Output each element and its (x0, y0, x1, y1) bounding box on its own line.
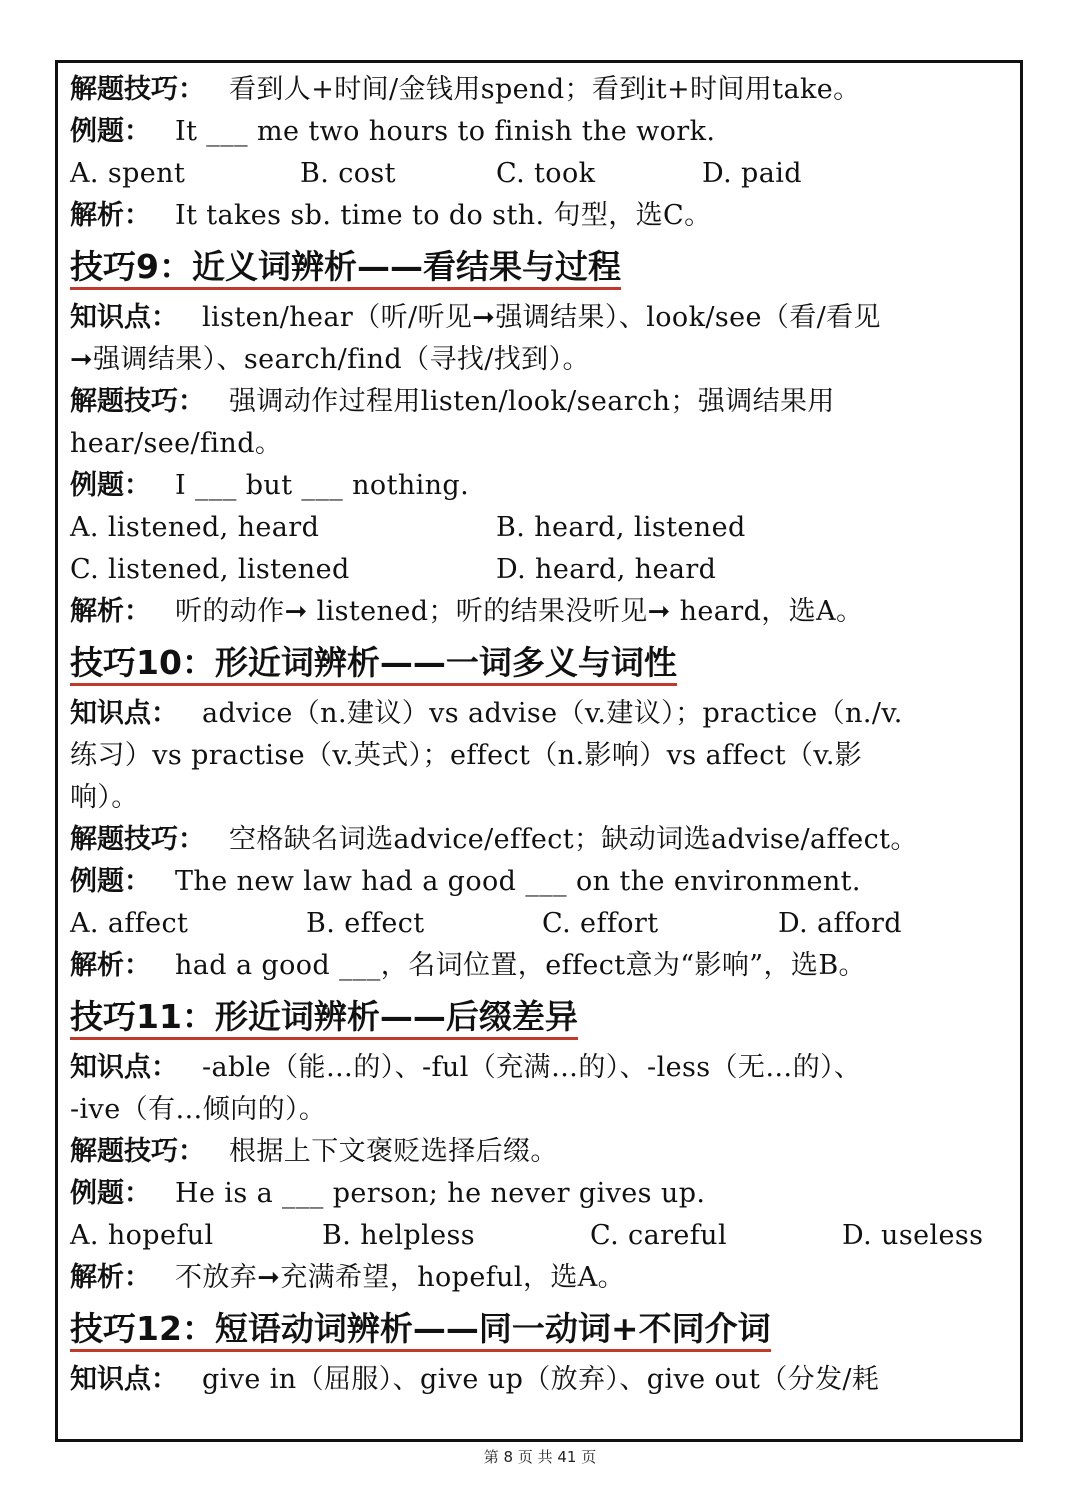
option-c: C. effort (542, 908, 659, 939)
knowledge-line (70, 1047, 1012, 1089)
tip-line (70, 819, 1012, 861)
section-heading-11: 技巧11：形近词辨析——后缀差异 (70, 991, 1012, 1043)
example-line (70, 465, 1012, 507)
option-b: B. cost (300, 158, 396, 189)
knowledge-line-3: 响）。 (70, 782, 139, 813)
option-a: A. listened, heard (70, 512, 320, 543)
example-label: 例题： (70, 470, 151, 501)
example-text: The new law had a good ___ on the environment. (175, 866, 861, 897)
tip-line (70, 1131, 1012, 1173)
example-line (70, 111, 1012, 153)
tip-label: 解题技巧： (70, 1136, 205, 1167)
tip-text: 强调动作过程用listen/look/search；强调结果用 (229, 386, 835, 417)
tip-label: 解题技巧： (70, 74, 205, 105)
options-line (70, 153, 1012, 195)
page-content (70, 69, 1012, 1401)
page-footer: 第 8 页 共 41 页 (483, 1448, 597, 1466)
analysis-label: 解析： (70, 950, 151, 981)
example-label: 例题： (70, 866, 151, 897)
example-label: 例题： (70, 116, 151, 147)
option-d: D. heard, heard (496, 554, 717, 585)
knowledge-line (70, 693, 1012, 735)
page-frame (55, 60, 1023, 1442)
analysis-line (70, 945, 1012, 987)
options-line (70, 903, 1012, 945)
example-line (70, 861, 1012, 903)
option-b: B. effect (306, 908, 425, 939)
analysis-text: 不放弃➞充满希望，hopeful，选A。 (175, 1262, 626, 1293)
tip-text: 根据上下文褒贬选择后缀。 (229, 1136, 558, 1167)
knowledge-label: 知识点： (70, 698, 178, 729)
tip-label: 解题技巧： (70, 386, 205, 417)
option-d: D. afford (778, 908, 902, 939)
knowledge-line (70, 1359, 1012, 1401)
example-label: 例题： (70, 1178, 151, 1209)
example-text: It ___ me two hours to finish the work. (175, 116, 716, 147)
knowledge-line-2: -ive（有…倾向的）。 (70, 1094, 327, 1125)
analysis-label: 解析： (70, 596, 151, 627)
option-d: D. useless (842, 1220, 984, 1251)
knowledge-label: 知识点： (70, 1052, 178, 1083)
tip-text: 空格缺名词选advice/effect；缺动词选advise/affect。 (229, 824, 918, 855)
option-c: C. took (496, 158, 596, 189)
example-text: He is a ___ person; he never gives up. (175, 1178, 706, 1209)
tip-text: 看到人+时间/金钱用spend；看到it+时间用take。 (229, 74, 861, 105)
analysis-text: It takes sb. time to do sth. 句型，选C。 (175, 200, 712, 231)
knowledge-label: 知识点： (70, 302, 178, 333)
option-c: C. listened, listened (70, 554, 350, 585)
knowledge-line-2: 练习）vs practise（v.英式）；effect（n.影响）vs affect（v.影 (70, 740, 863, 771)
tip-line-2: hear/see/find。 (70, 428, 283, 459)
knowledge-text: give in（屈服）、give up（放弃）、give out（分发/耗 (202, 1364, 880, 1395)
tip-line (70, 69, 1012, 111)
example-line (70, 1173, 1012, 1215)
option-a: A. hopeful (70, 1220, 214, 1251)
knowledge-text: listen/hear（听/听见➞强调结果）、look/see（看/看见 (202, 302, 881, 333)
options-line (70, 549, 1012, 591)
knowledge-text: -able（能…的）、-ful（充满…的）、-less（无…的）、 (202, 1052, 862, 1083)
analysis-line (70, 195, 1012, 237)
options-line (70, 1215, 1012, 1257)
option-a: A. affect (70, 908, 189, 939)
tip-line (70, 381, 1012, 423)
analysis-text: had a good ___，名词位置，effect意为“影响”，选B。 (175, 950, 866, 981)
analysis-text: 听的动作➞ listened；听的结果没听见➞ heard，选A。 (175, 596, 864, 627)
example-text: I ___ but ___ nothing. (175, 470, 470, 501)
option-d: D. paid (702, 158, 802, 189)
knowledge-text: advice（n.建议）vs advise（v.建议）；practice（n./v. (202, 698, 903, 729)
option-b: B. helpless (322, 1220, 476, 1251)
option-a: A. spent (70, 158, 186, 189)
analysis-label: 解析： (70, 1262, 151, 1293)
knowledge-label: 知识点： (70, 1364, 178, 1395)
tip-label: 解题技巧： (70, 824, 205, 855)
section-heading-12: 技巧12：短语动词辨析——同一动词+不同介词 (70, 1303, 1012, 1355)
analysis-line (70, 1257, 1012, 1299)
option-b: B. heard, listened (496, 512, 746, 543)
knowledge-line (70, 297, 1012, 339)
options-line (70, 507, 1012, 549)
section-heading-9: 技巧9：近义词辨析——看结果与过程 (70, 241, 1012, 293)
analysis-line (70, 591, 1012, 633)
section-heading-10: 技巧10：形近词辨析——一词多义与词性 (70, 637, 1012, 689)
option-c: C. careful (590, 1220, 727, 1251)
analysis-label: 解析： (70, 200, 151, 231)
knowledge-line-2: ➞强调结果）、search/find（寻找/找到）。 (70, 344, 590, 375)
